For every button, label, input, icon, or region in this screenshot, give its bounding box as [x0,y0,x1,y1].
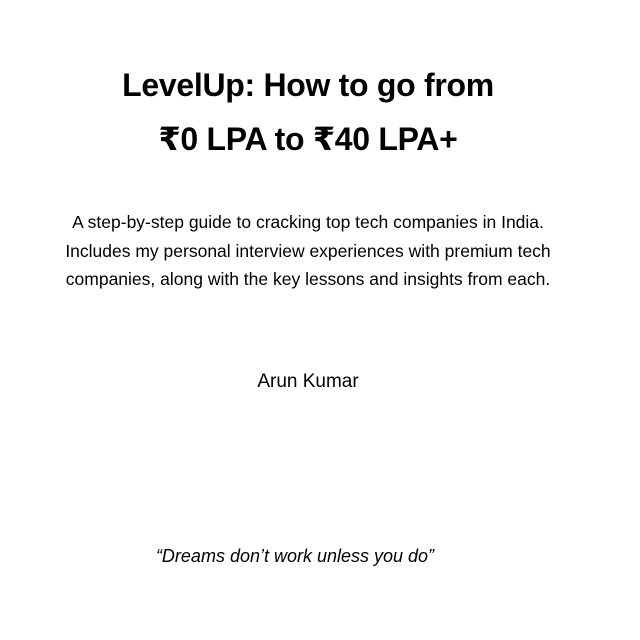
book-title-line-2: ₹0 LPA to ₹40 LPA+ [158,121,458,157]
epigraph-quote: “Dreams don’t work unless you do” [155,546,435,566]
book-description [20,208,596,294]
author-name: Arun Kumar [257,371,359,392]
description-line-1: A step-by-step guide to cracking top tech companies in India. [72,212,544,232]
book-title [0,58,616,166]
description-line-2: Includes my personal interview experiences with premium tech [65,240,551,261]
description-line-3: companies, along with the key lessons and insights from each. [65,269,551,289]
book-title-line-1: LevelUp: How to go from [122,67,494,103]
